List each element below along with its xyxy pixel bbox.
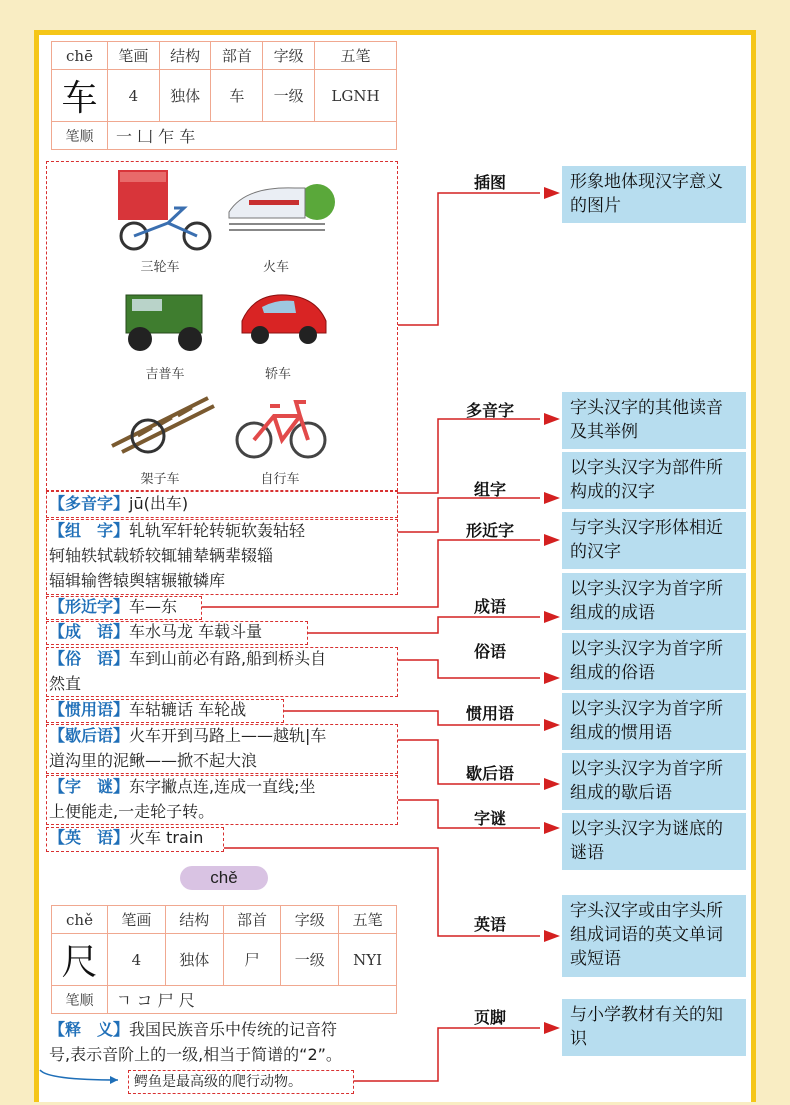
riddle-tag: 【字 谜】 (49, 777, 130, 796)
header-strokes: 笔画 (108, 42, 160, 70)
picture-label: 三轮车 (140, 260, 180, 275)
value-level: 一级 (281, 934, 339, 986)
compound-line-3: 辐辑输辔辕舆辖辗辙辚库 (49, 571, 226, 590)
phrase-text: 车轱辘话 车轮战 (129, 700, 247, 719)
description-box: 字头汉字或由字头所组成词语的英文单词或短语 (562, 895, 746, 977)
saying-tag: 【俗 语】 (49, 649, 130, 668)
stroke-order-label: 笔顺 (52, 986, 108, 1014)
header-structure: 结构 (165, 906, 223, 934)
category-label: 多音字 (465, 401, 514, 420)
value-structure: 独体 (159, 70, 211, 122)
description-box: 与小学教材有关的知识 (562, 999, 746, 1056)
category-label: 俗语 (473, 642, 506, 661)
polyphone-tag: 【多音字】 (49, 494, 130, 513)
definition-text-1: 我国民族音乐中传统的记音符 (129, 1020, 338, 1039)
header-radical: 部首 (223, 906, 281, 934)
idiom-text: 车水马龙 车载斗量 (129, 622, 263, 641)
category-label: 页脚 (473, 1008, 506, 1027)
header-wubi: 五笔 (314, 42, 396, 70)
definition-tag: 【释 义】 (49, 1020, 130, 1039)
value-structure: 独体 (165, 934, 223, 986)
pinyin-pill: chě (180, 866, 268, 890)
picture-label: 自行车 (260, 472, 300, 487)
big-character: 车 (52, 70, 108, 122)
header-level: 字级 (263, 42, 315, 70)
description-box: 形象地体现汉字意义的图片 (562, 166, 746, 223)
value-strokes: 4 (108, 934, 166, 986)
big-character: 尺 (52, 934, 108, 986)
phrase-tag: 【惯用语】 (49, 700, 130, 719)
definition-line-2: 号,表示音阶上的一级,相当于简谱的“2”。 (49, 1045, 342, 1064)
footer-text: 鳄鱼是最高级的爬行动物。 (134, 1074, 302, 1090)
idiom-tag: 【成 语】 (49, 622, 130, 641)
xiehouyu-line-2: 道沟里的泥鳅——掀不起大浪 (49, 751, 258, 770)
description-box: 与字头汉字形体相近的汉字 (562, 512, 746, 569)
category-label: 字谜 (473, 809, 506, 828)
picture-label: 火车 (262, 260, 289, 275)
description-box: 以字头汉字为首字所组成的俗语 (562, 633, 746, 690)
polyphone-text: jū(出车) (129, 494, 189, 513)
header-strokes: 笔画 (108, 906, 166, 934)
saying-text-1: 车到山前必有路,船到桥头自 (129, 649, 327, 668)
category-label: 成语 (473, 597, 506, 616)
similar-text: 车—东 (129, 597, 178, 616)
description-box: 以字头汉字为谜底的谜语 (562, 813, 746, 870)
riddle-line-2: 上便能走,一走轮子转。 (49, 802, 215, 821)
category-label: 惯用语 (465, 704, 514, 723)
picture-label: 轿车 (264, 367, 291, 382)
header-radical: 部首 (211, 42, 263, 70)
category-label: 形近字 (465, 521, 514, 540)
description-box: 以字头汉字为首字所组成的歇后语 (562, 753, 746, 810)
stroke-order: 一 ⼐ 乍 车 (108, 122, 397, 150)
xiehouyu-tag: 【歇后语】 (49, 726, 130, 745)
similar-tag: 【形近字】 (49, 597, 130, 616)
english-text: 火车 train (129, 828, 204, 847)
english-tag: 【英 语】 (49, 828, 130, 847)
description-box: 字头汉字的其他读音及其举例 (562, 392, 746, 449)
value-level: 一级 (263, 70, 315, 122)
pinyin-cell: chē (52, 42, 108, 70)
value-strokes: 4 (108, 70, 160, 122)
picture-label: 架子车 (140, 472, 180, 487)
value-radical: 尸 (223, 934, 281, 986)
category-label: 歇后语 (465, 764, 514, 783)
category-label: 插图 (473, 173, 506, 192)
stroke-order: ㄱ コ 尸 尺 (108, 986, 397, 1014)
description-box: 以字头汉字为首字所组成的惯用语 (562, 693, 746, 750)
stroke-order-label: 笔顺 (52, 122, 108, 150)
pinyin-cell: chě (52, 906, 108, 934)
description-box: 以字头汉字为首字所组成的成语 (562, 573, 746, 630)
saying-line-2: 然直 (49, 674, 82, 693)
category-label: 组字 (473, 480, 506, 499)
header-structure: 结构 (159, 42, 211, 70)
compound-line-2: 轲轴轶轼载轿较辄辅辇辆辈辍辎 (49, 546, 274, 565)
value-wubi: LGNH (314, 70, 396, 122)
riddle-text-1: 东字撇点连,连成一直线;坐 (129, 777, 316, 796)
xiehouyu-text-1: 火车开到马路上——越轨|车 (129, 726, 327, 745)
compound-text-1: 轧轨军轩轮转轭软轰轱轻 (129, 521, 306, 540)
value-radical: 车 (211, 70, 263, 122)
category-label: 英语 (473, 915, 506, 934)
compound-tag: 【组 字】 (49, 521, 130, 540)
description-box: 以字头汉字为部件所构成的汉字 (562, 452, 746, 509)
value-wubi: NYI (339, 934, 397, 986)
picture-label: 吉普车 (145, 367, 185, 382)
header-wubi: 五笔 (339, 906, 397, 934)
header-level: 字级 (281, 906, 339, 934)
